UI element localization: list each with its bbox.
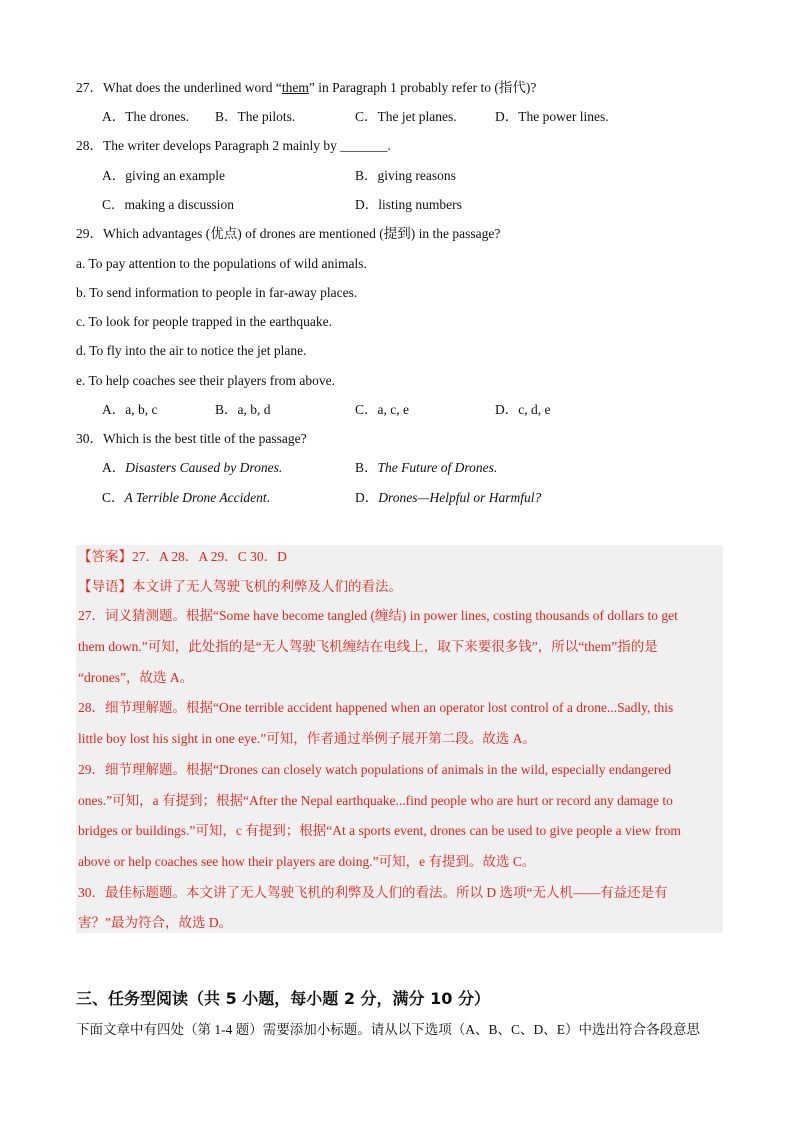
explanation-30-line1: 30．最佳标题题。本文讲了无人驾驶飞机的利弊及人们的看法。所以 D 选项“无人机——有益还是有: [78, 885, 668, 900]
q27-option-b: B．The pilots.: [215, 109, 296, 124]
q30-option-a: A．Disasters Caused by Drones.: [102, 460, 283, 475]
q29-item-d: d. To fly into the air to notice the jet plane.: [76, 343, 307, 358]
q29-option-c: C．a, c, e: [355, 402, 409, 417]
q29-option-a: A．a, b, c: [102, 402, 158, 417]
question-28: 28．The writer develops Paragraph 2 mainly by _______.: [76, 138, 391, 153]
section-3-title: 三、任务型阅读（共 5 小题，每小题 2 分，满分 10 分）: [76, 989, 490, 1008]
q28-option-b: B．giving reasons: [355, 168, 456, 183]
explanation-29-line4: above or help coaches see how their players are doing.”可知，e 有提到。故选 C。: [78, 854, 536, 869]
question-29: 29．Which advantages (优点) of drones are mentioned (提到) in the passage?: [76, 226, 501, 241]
question-30: 30．Which is the best title of the passage?: [76, 431, 307, 446]
explanation-27-line3: “drones”，故选 A。: [78, 670, 194, 685]
q28-option-d: D．listing numbers: [355, 197, 462, 212]
explanation-28-line2: little boy lost his sight in one eye.”可知，作者通过举例子展开第二段。故选 A。: [78, 731, 536, 746]
q28-option-a: A．giving an example: [102, 168, 225, 183]
underlined-word: them: [281, 80, 309, 95]
answer-intro: 【导语】本文讲了无人驾驶飞机的利弊及人们的看法。: [78, 579, 402, 594]
explanation-29-line3: bridges or buildings.”可知，c 有提到；根据“At a sports event, drones can be used to give people a view from: [78, 823, 681, 838]
explanation-28-line1: 28．细节理解题。根据“One terrible accident happened when an operator lost control of a drone...Sadly, this: [78, 700, 674, 715]
q27-option-c: C．The jet planes.: [355, 109, 457, 124]
q29-option-d: D．c, d, e: [495, 402, 551, 417]
q29-item-b: b. To send information to people in far-away places.: [76, 285, 358, 300]
q30-option-d: D．Drones—Helpful or Harmful?: [355, 490, 542, 505]
q28-option-c: C．making a discussion: [102, 197, 234, 212]
explanation-27-line1: 27．词义猜测题。根据“Some have become tangled (缠结) in power lines, costing thousands of dollars to get: [78, 608, 678, 623]
q29-option-b: B．a, b, d: [215, 402, 271, 417]
q27-option-d: D．The power lines.: [495, 109, 609, 124]
q29-item-c: c. To look for people trapped in the earthquake.: [76, 314, 332, 329]
section-3-intro: 下面文章中有四处（第 1-4 题）需要添加小标题。请从以下选项（A、B、C、D、E）中选出符合各段意思: [76, 1022, 700, 1037]
q29-item-a: a. To pay attention to the populations of wild animals.: [76, 256, 367, 271]
explanation-27-line2: them down.”可知，此处指的是“无人驾驶飞机缠结在电线上，取下来要很多钱”，所以“them”指的是: [78, 639, 658, 654]
explanation-29-line2: ones.”可知，a 有提到；根据“After the Nepal earthquake...find people who are hurt or record any damage to: [78, 793, 673, 808]
q30-option-c: C．A Terrible Drone Accident.: [102, 490, 271, 505]
q27-option-a: A．The drones.: [102, 109, 189, 124]
answer-key: 【答案】27．A 28．A 29．C 30．D: [78, 549, 287, 564]
explanation-29-line1: 29．细节理解题。根据“Drones can closely watch populations of animals in the wild, especially endangered: [78, 762, 672, 777]
q30-option-b: B．The Future of Drones.: [355, 460, 498, 475]
explanation-30-line2: 害？”最为符合，故选 D。: [78, 915, 233, 930]
q29-item-e: e. To help coaches see their players from above.: [76, 373, 335, 388]
question-27: 27．What does the underlined word “them” in Paragraph 1 probably refer to (指代)?: [76, 80, 537, 95]
